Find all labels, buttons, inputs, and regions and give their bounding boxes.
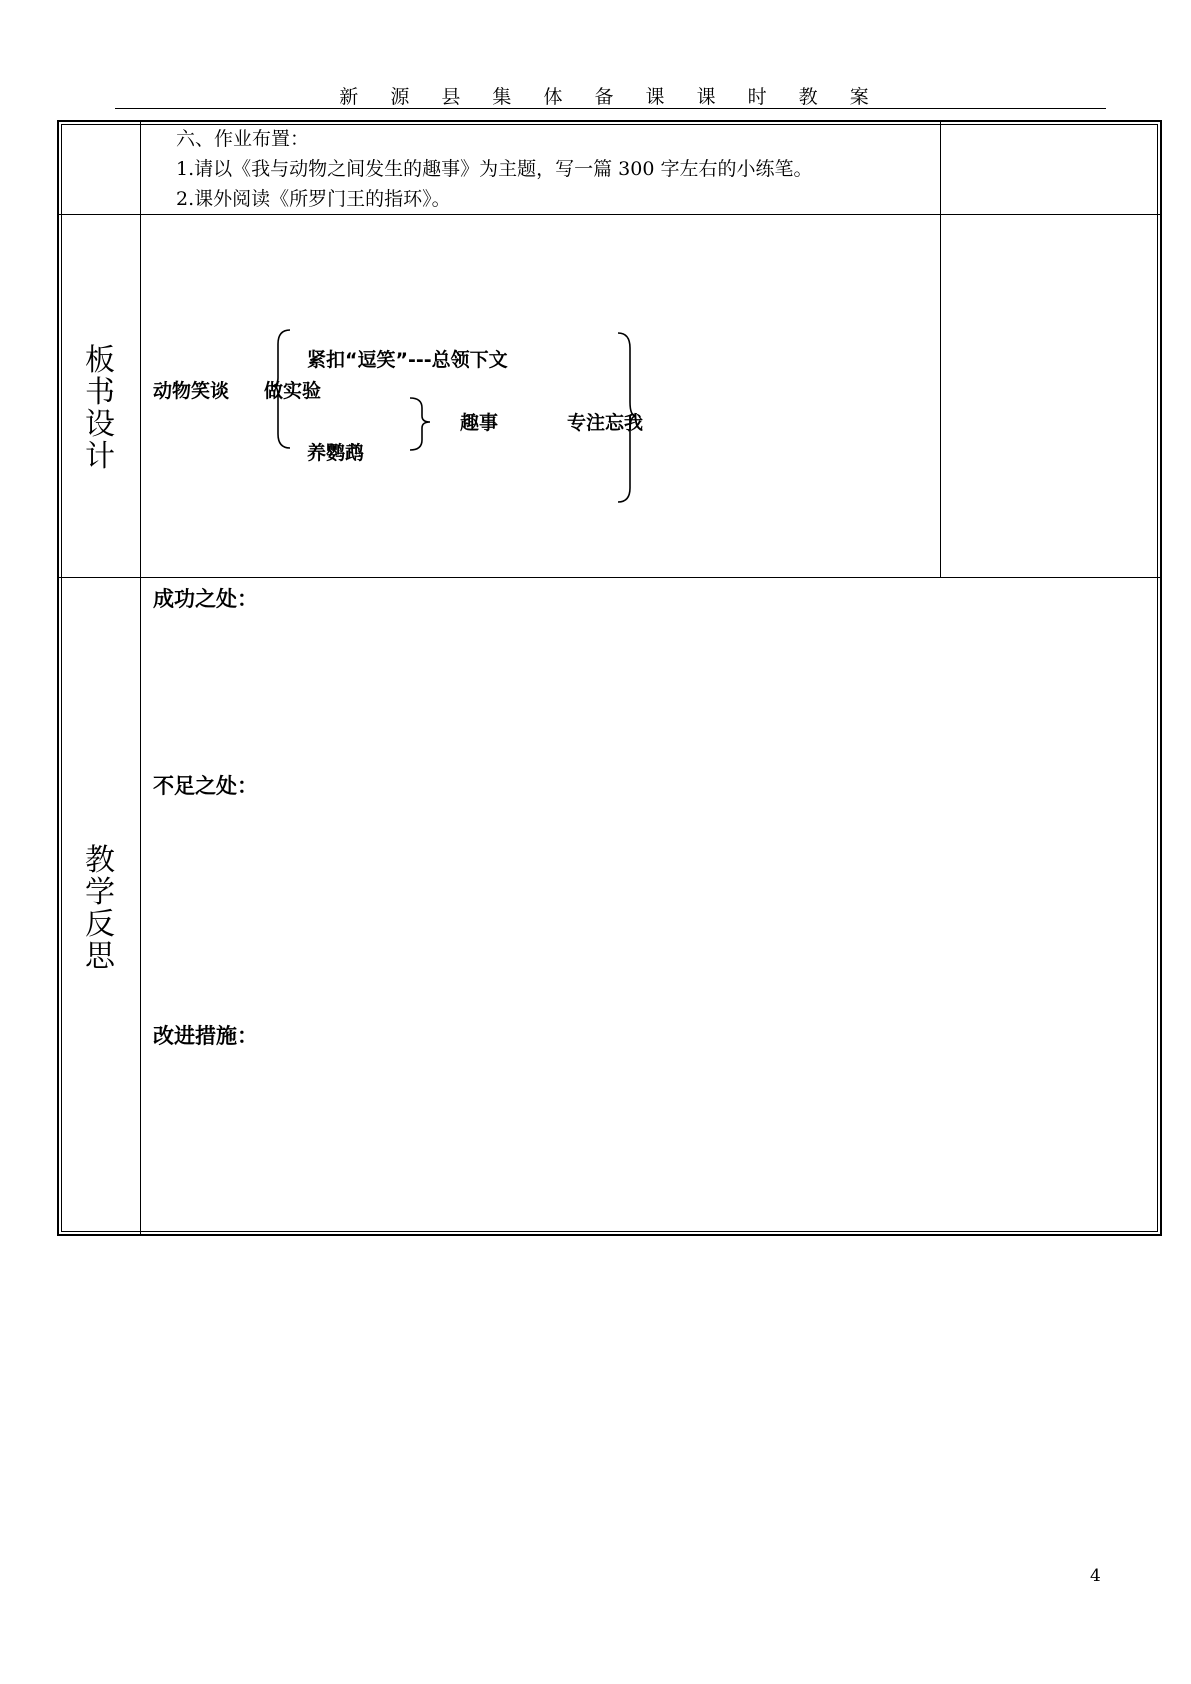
reflection-improvement: 改进措施：	[153, 1024, 258, 1048]
homework-item: 2.课外阅读《所罗门王的指环》。	[176, 188, 451, 210]
homework-item: 1.请以《我与动物之间发生的趣事》为主题，写一篇 300 字左右的小练笔。	[176, 158, 813, 180]
header-title: 新 源 县 集 体 备 课 课 时 教 案	[339, 86, 882, 108]
homework-heading: 六、作业布置：	[176, 128, 310, 150]
label-char: 计	[85, 439, 115, 474]
reflection-label	[62, 845, 138, 973]
label-char: 设	[85, 407, 115, 442]
board-group-result: 趣事	[460, 412, 499, 434]
reflection-success: 成功之处：	[153, 587, 258, 611]
label-char: 书	[85, 375, 115, 410]
right-brace	[618, 333, 636, 502]
label-char: 教	[85, 843, 115, 878]
middle-brace	[410, 398, 430, 450]
board-item-middle: 做实验	[264, 380, 322, 402]
board-conclusion: 专注忘我	[567, 412, 644, 434]
label-char: 板	[85, 343, 115, 378]
board-title: 动物笑谈	[153, 380, 230, 402]
board-item-bottom: 养鹦鹉	[307, 442, 365, 464]
page-number: 4	[1090, 1566, 1101, 1586]
left-brace	[272, 330, 290, 448]
reflection-shortcoming: 不足之处：	[153, 774, 258, 798]
label-char: 学	[85, 875, 115, 910]
label-char: 反	[85, 907, 115, 942]
board-item-top: 紧扣“逗笑”---总领下文	[307, 349, 508, 371]
label-char: 思	[85, 939, 115, 974]
